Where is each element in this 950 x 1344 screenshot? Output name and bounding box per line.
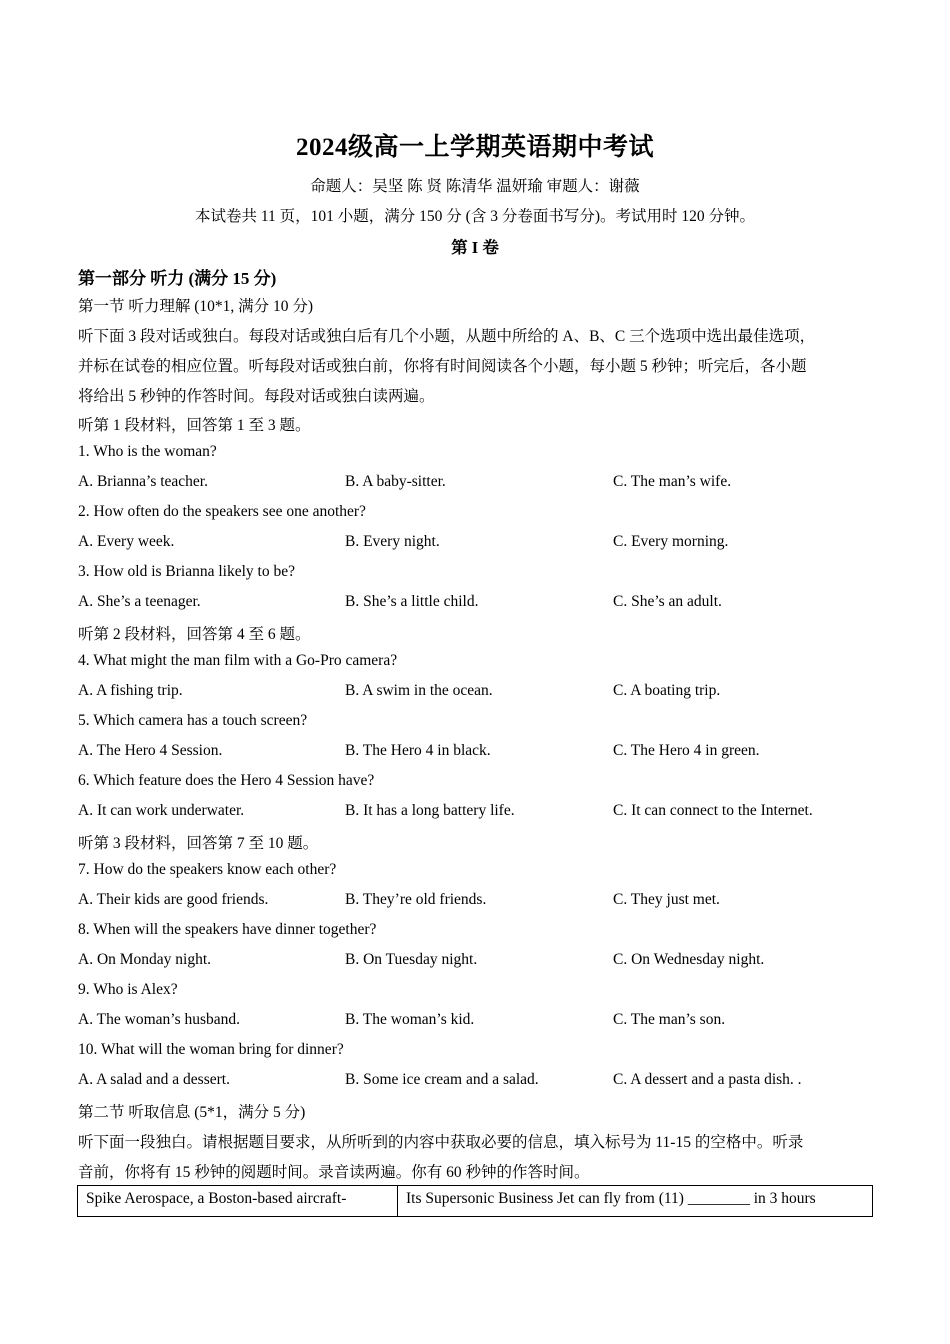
table-row xyxy=(78,1186,873,1217)
exam-authors: 命题人：吴坚 陈 贤 陈清华 温妍瑜 审题人：谢薇 xyxy=(310,178,640,195)
q3-option-a: A. She’s a teenager. xyxy=(78,593,201,610)
question-5: 5. Which camera has a touch screen? xyxy=(78,712,308,729)
q9-option-a: A. The woman’s husband. xyxy=(78,1011,241,1028)
volume-title: 第 I 卷 xyxy=(451,238,499,257)
table-cell: Its Supersonic Business Jet can fly from (11) ________ in 3 hours xyxy=(398,1186,873,1217)
section2-instruction-line: 听下面一段独白。请根据题目要求，从所听到的内容中获取必要的信息，填入标号为 11-15 的空格中。听录 xyxy=(78,1134,804,1151)
q3-option-b: B. She’s a little child. xyxy=(345,593,479,610)
q8-option-a: A. On Monday night. xyxy=(78,951,212,968)
q10-option-c: C. A dessert and a pasta dish. . xyxy=(613,1071,802,1088)
section1-title: 第一节 听力理解 (10*1, 满分 10 分) xyxy=(78,298,314,315)
question-8: 8. When will the speakers have dinner together? xyxy=(78,921,377,938)
q2-option-c: C. Every morning. xyxy=(613,533,729,550)
material-2-heading: 听第 2 段材料，回答第 4 至 6 题。 xyxy=(78,626,311,643)
question-7: 7. How do the speakers know each other? xyxy=(78,861,337,878)
q6-option-b: B. It has a long battery life. xyxy=(345,802,515,819)
question-1: 1. Who is the woman? xyxy=(78,443,217,460)
q4-option-c: C. A boating trip. xyxy=(613,682,721,699)
part1-title: 第一部分 听力 (满分 15 分) xyxy=(78,269,277,288)
q6-option-a: A. It can work underwater. xyxy=(78,802,245,819)
q5-option-c: C. The Hero 4 in green. xyxy=(613,742,760,759)
q2-option-b: B. Every night. xyxy=(345,533,440,550)
section2-instruction-line: 音前，你将有 15 秒钟的阅题时间。录音读两遍。你有 60 秒钟的作答时间。 xyxy=(78,1164,590,1181)
material-1-heading: 听第 1 段材料，回答第 1 至 3 题。 xyxy=(78,417,311,434)
q4-option-b: B. A swim in the ocean. xyxy=(345,682,493,699)
exam-info: 本试卷共 11 页，101 小题，满分 150 分 (含 3 分卷面书写分)。考试用时 120 分钟。 xyxy=(194,208,755,225)
q5-option-b: B. The Hero 4 in black. xyxy=(345,742,491,759)
q9-option-b: B. The woman’s kid. xyxy=(345,1011,475,1028)
q3-option-c: C. She’s an adult. xyxy=(613,593,722,610)
q9-option-c: C. The man’s son. xyxy=(613,1011,726,1028)
q4-option-a: A. A fishing trip. xyxy=(78,682,183,699)
q1-option-a: A. Brianna’s teacher. xyxy=(78,473,208,490)
question-6: 6. Which feature does the Hero 4 Session have? xyxy=(78,772,375,789)
q6-option-c: C. It can connect to the Internet. xyxy=(613,802,813,819)
question-9: 9. Who is Alex? xyxy=(78,981,178,998)
question-2: 2. How often do the speakers see one another? xyxy=(78,503,366,520)
material-3-heading: 听第 3 段材料，回答第 7 至 10 题。 xyxy=(78,835,319,852)
table-cell: Spike Aerospace, a Boston-based aircraft- xyxy=(78,1186,398,1217)
section1-instruction-line: 并标在试卷的相应位置。听每段对话或独白前，你将有时间阅读各个小题，每小题 5 秒钟；听完后，各小题 xyxy=(78,358,807,375)
q5-option-a: A. The Hero 4 Session. xyxy=(78,742,223,759)
q8-option-b: B. On Tuesday night. xyxy=(345,951,478,968)
q7-option-b: B. They’re old friends. xyxy=(345,891,487,908)
q7-option-a: A. Their kids are good friends. xyxy=(78,891,269,908)
q2-option-a: A. Every week. xyxy=(78,533,175,550)
section1-instruction-line: 将给出 5 秒钟的作答时间。每段对话或独白读两遍。 xyxy=(78,388,435,405)
section2-title: 第二节 听取信息 (5*1，满分 5 分) xyxy=(78,1104,306,1121)
q10-option-a: A. A salad and a dessert. xyxy=(78,1071,230,1088)
section1-instruction-line: 听下面 3 段对话或独白。每段对话或独白后有几个小题，从题中所给的 A、B、C 三个选项中选出最佳选项， xyxy=(78,328,816,345)
question-4: 4. What might the man film with a Go-Pro camera? xyxy=(78,652,398,669)
question-10: 10. What will the woman bring for dinner? xyxy=(78,1041,344,1058)
q7-option-c: C. They just met. xyxy=(613,891,720,908)
question-3: 3. How old is Brianna likely to be? xyxy=(78,563,295,580)
q1-option-c: C. The man’s wife. xyxy=(613,473,732,490)
info-table xyxy=(77,1185,873,1217)
q10-option-b: B. Some ice cream and a salad. xyxy=(345,1071,539,1088)
q1-option-b: B. A baby-sitter. xyxy=(345,473,446,490)
exam-title: 2024级高一上学期英语期中考试 xyxy=(295,134,654,161)
q8-option-c: C. On Wednesday night. xyxy=(613,951,765,968)
